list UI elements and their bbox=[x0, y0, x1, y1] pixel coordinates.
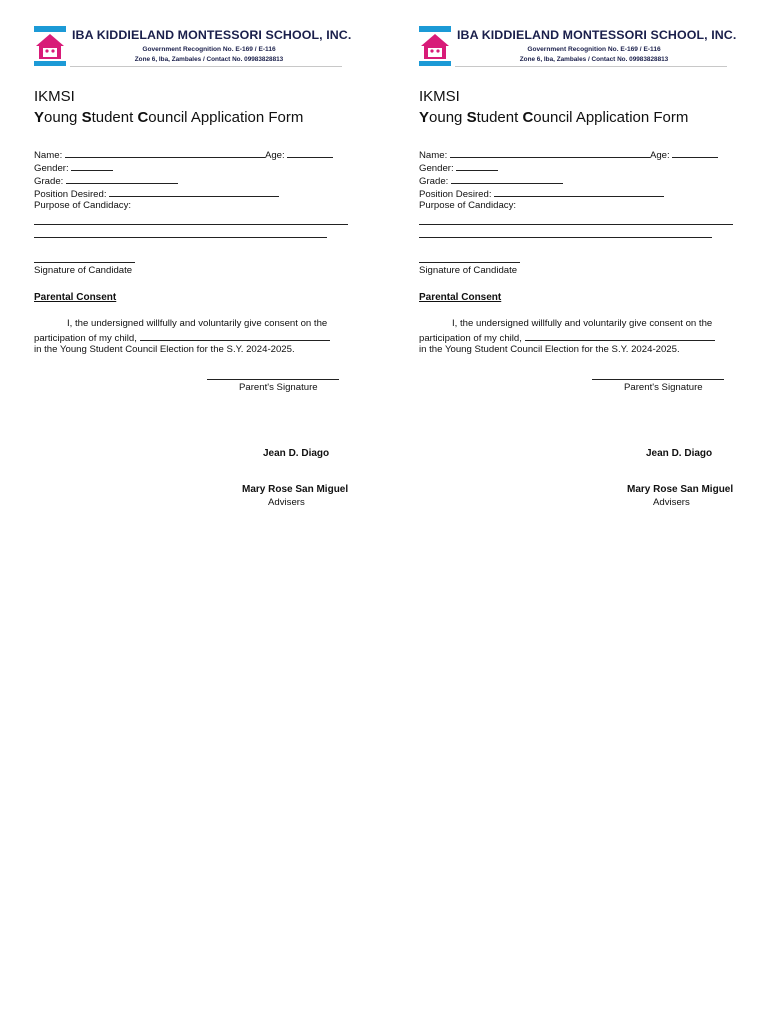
name-field[interactable] bbox=[65, 148, 265, 158]
age-field[interactable] bbox=[672, 148, 718, 158]
parental-consent-title: Parental Consent bbox=[419, 292, 502, 303]
government-recognition: Government Recognition No. E-169 / E-116 bbox=[142, 46, 276, 53]
advisers-label: Advisers bbox=[653, 497, 690, 508]
purpose-line-1[interactable] bbox=[34, 224, 348, 225]
consent-line-3: in the Young Student Council Election for the S.Y. 2024-2025. bbox=[34, 344, 295, 355]
parent-signature-line[interactable] bbox=[207, 379, 339, 380]
age-label: Age: bbox=[649, 150, 670, 161]
age-label: Age: bbox=[264, 150, 285, 161]
name-field[interactable] bbox=[450, 148, 650, 158]
purpose-line-2[interactable] bbox=[419, 237, 712, 238]
form-title: Young Student Council Application Form bbox=[34, 109, 304, 126]
candidate-signature-label: Signature of Candidate bbox=[34, 265, 133, 276]
advisers-label: Advisers bbox=[268, 497, 305, 508]
name-age-row bbox=[419, 148, 718, 162]
candidate-signature-line[interactable] bbox=[34, 262, 135, 263]
consent-line-1: I, the undersigned willfully and voluntarily give consent on the bbox=[67, 318, 328, 329]
parent-signature-label: Parent's Signature bbox=[624, 382, 703, 393]
position-row bbox=[419, 187, 664, 201]
name-label: Name: bbox=[419, 150, 448, 161]
grade-row bbox=[419, 174, 563, 188]
name-age-row bbox=[34, 148, 333, 162]
grade-label: Grade: bbox=[419, 176, 449, 187]
gender-label: Gender: bbox=[34, 163, 69, 174]
purpose-line-2[interactable] bbox=[34, 237, 327, 238]
adviser-name-1: Jean D. Diago bbox=[263, 448, 330, 459]
grade-label: Grade: bbox=[34, 176, 64, 187]
purpose-line-1[interactable] bbox=[419, 224, 733, 225]
gender-row bbox=[419, 161, 498, 175]
gender-field[interactable] bbox=[71, 161, 113, 171]
school-name: IBA KIDDIELAND MONTESSORI SCHOOL, INC. bbox=[72, 28, 352, 42]
grade-field[interactable] bbox=[451, 174, 563, 184]
position-label: Position Desired: bbox=[419, 189, 492, 200]
position-label: Position Desired: bbox=[34, 189, 107, 200]
form-title: Young Student Council Application Form bbox=[419, 109, 689, 126]
consent-line-3: in the Young Student Council Election for the S.Y. 2024-2025. bbox=[419, 344, 680, 355]
age-field[interactable] bbox=[287, 148, 333, 158]
header-divider bbox=[455, 66, 727, 67]
consent-line-2: participation of my child, bbox=[34, 331, 330, 345]
position-field[interactable] bbox=[109, 187, 279, 197]
parental-consent-title: Parental Consent bbox=[34, 292, 117, 303]
gender-field[interactable] bbox=[456, 161, 498, 171]
form-title-abbrev: IKMSI bbox=[34, 88, 75, 105]
address-contact: Zone 6, Iba, Zambales / Contact No. 09983828813 bbox=[519, 56, 669, 63]
child-name-field[interactable] bbox=[525, 331, 715, 341]
gender-label: Gender: bbox=[419, 163, 454, 174]
position-field[interactable] bbox=[494, 187, 664, 197]
application-form-left bbox=[30, 0, 360, 520]
school-header bbox=[419, 26, 737, 68]
adviser-name-1: Jean D. Diago bbox=[646, 448, 713, 459]
address-contact: Zone 6, Iba, Zambales / Contact No. 09983828813 bbox=[134, 56, 284, 63]
name-label: Name: bbox=[34, 150, 63, 161]
grade-field[interactable] bbox=[66, 174, 178, 184]
child-name-field[interactable] bbox=[140, 331, 330, 341]
form-title-abbrev: IKMSI bbox=[419, 88, 460, 105]
school-header bbox=[34, 26, 352, 68]
consent-line-2: participation of my child, bbox=[419, 331, 715, 345]
grade-row bbox=[34, 174, 178, 188]
school-name: IBA KIDDIELAND MONTESSORI SCHOOL, INC. bbox=[457, 28, 737, 42]
position-row bbox=[34, 187, 279, 201]
adviser-name-2: Mary Rose San Miguel bbox=[242, 484, 349, 495]
consent-line-1: I, the undersigned willfully and voluntarily give consent on the bbox=[452, 318, 713, 329]
adviser-name-2: Mary Rose San Miguel bbox=[627, 484, 734, 495]
purpose-label: Purpose of Candidacy: bbox=[419, 200, 517, 211]
candidate-signature-label: Signature of Candidate bbox=[419, 265, 518, 276]
parent-signature-label: Parent's Signature bbox=[239, 382, 318, 393]
parent-signature-line[interactable] bbox=[592, 379, 724, 380]
purpose-label: Purpose of Candidacy: bbox=[34, 200, 132, 211]
gender-row bbox=[34, 161, 113, 175]
government-recognition: Government Recognition No. E-169 / E-116 bbox=[527, 46, 661, 53]
application-form-right bbox=[415, 0, 745, 520]
header-divider bbox=[70, 66, 342, 67]
candidate-signature-line[interactable] bbox=[419, 262, 520, 263]
